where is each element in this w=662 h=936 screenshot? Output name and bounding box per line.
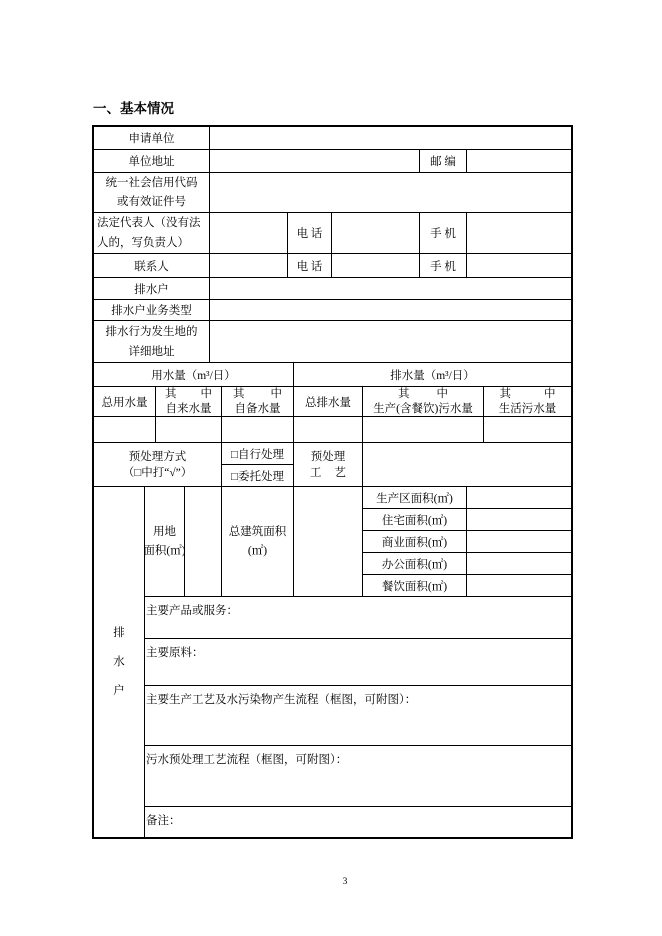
discharger-label: 排水户 [93,277,210,300]
tap-water-text: 自来水量 [165,402,212,415]
legal-rep-mobile-value [466,212,572,254]
section-title: 一、基本情况 [93,101,174,116]
legal-rep-phone-value [331,212,420,254]
postcode-value [466,149,572,173]
pretreatment-method-label-line-1: 预处理方式 [128,450,187,463]
self-supplied-water-text: 自备水量 [234,402,281,415]
discharger-value [209,277,572,300]
main-products-field [144,596,572,639]
applicant-label: 申请单位 [93,126,210,150]
discharge-address-label-line-1: 排水行为发生地的 [105,325,198,338]
business-type-value [209,299,572,321]
contact-mobile-value [466,253,572,278]
office-area-label: 办公面积(㎡) [362,552,467,575]
of-which-label: 其 中 [165,387,212,400]
production-area-value [466,486,572,509]
production-sewage-text: 生产(含餐饮)污水量 [373,402,473,415]
floor-area-label-line-2: (㎡) [247,544,268,557]
pretreatment-process-label [293,442,363,487]
discharge-address-label-line-2: 详细地址 [128,345,175,358]
credit-code-label-line-1: 统一社会信用代码 [105,176,198,189]
total-discharge-value [293,416,363,443]
total-discharge-label: 总排水量 [293,386,363,417]
commercial-area-label: 商业面积(㎡) [362,530,467,553]
credit-code-label [93,172,210,213]
credit-code-label-line-2: 或有效证件号 [117,195,186,208]
land-area-value [184,486,222,597]
address-value [209,149,420,173]
self-supplied-water-label [221,386,294,417]
entrusted-treatment-option: □委托处理 [221,464,294,487]
pretreatment-process-label-line-1: 预处理 [310,450,346,463]
raw-materials-field [144,638,572,686]
page-number: 3 [342,877,348,887]
address-label: 单位地址 [93,149,210,173]
contact-phone-value [331,253,420,278]
legal-rep-phone-label: 电 话 [287,212,332,254]
legal-rep-mobile-label: 手 机 [419,212,467,254]
catering-area-label: 餐饮面积(㎡) [362,574,467,597]
production-process-label: 主要生产工艺及水污染物产生流程（框图，可附图）： [146,694,417,706]
pretreatment-flow-field [144,745,572,807]
contact-value [209,253,288,278]
total-water-use-label: 总用水量 [93,386,156,417]
legal-rep-value [209,212,288,254]
postcode-label: 邮 编 [419,149,467,173]
pretreatment-process-label-line-2: 工 艺 [310,466,346,479]
discharge-address-label [93,320,210,363]
domestic-sewage-text: 生活污水量 [498,402,557,415]
production-sewage-label [362,386,484,417]
land-area-label-line-1: 用地 [153,525,176,538]
tap-water-label [155,386,222,417]
main-products-label: 主要产品或服务： [146,605,238,617]
production-process-field [144,685,572,746]
raw-materials-label: 主要原料： [146,647,204,659]
residential-area-value [466,508,572,531]
of-which-label: 其 中 [499,387,556,400]
pretreatment-flow-label: 污水预处理工艺流程（框图，可附图）： [146,754,348,766]
pretreatment-method-label-line-2: （□中打“√”） [122,466,193,479]
self-treatment-option: □自行处理 [221,442,294,465]
applicant-value [209,126,572,150]
residential-area-label: 住宅面积(㎡) [362,508,467,531]
land-area-label-line-2: 面积(㎡) [143,544,186,557]
domestic-sewage-value [483,416,572,443]
discharger-side-label-cell [93,486,145,839]
legal-rep-label-line-1: 法定代表人（没有法 [97,217,201,229]
legal-rep-label [93,212,210,254]
contact-phone-label: 电 话 [287,253,332,278]
total-water-use-value [93,416,156,443]
office-area-value [466,552,572,575]
discharge-header: 排水量（m³/日） [293,362,572,387]
floor-area-label [221,486,294,597]
remarks-field [144,806,572,839]
catering-area-value [466,574,572,597]
contact-mobile-label: 手 机 [419,253,467,278]
remarks-label: 备注： [146,815,181,827]
discharge-address-value [209,320,572,363]
floor-area-value [293,486,363,597]
contact-label: 联系人 [93,253,210,278]
tap-water-value [155,416,222,443]
pretreatment-process-value [362,442,572,487]
domestic-sewage-label [483,386,572,417]
production-sewage-value [362,416,484,443]
of-which-label: 其 中 [233,387,282,400]
legal-rep-label-line-2: 人的，写负责人） [97,237,189,249]
business-type-label: 排水户业务类型 [93,299,210,321]
discharger-side-label: 排水户 [113,627,125,697]
of-which-label: 其 中 [397,387,448,400]
production-area-label: 生产区面积(㎡) [362,486,467,509]
water-use-header: 用水量（m³/日） [93,362,294,387]
credit-code-value [209,172,572,213]
land-area-label [144,486,185,597]
commercial-area-value [466,530,572,553]
self-supplied-water-value [221,416,294,443]
floor-area-label-line-1: 总建筑面积 [228,525,287,538]
pretreatment-method-label [93,442,222,487]
